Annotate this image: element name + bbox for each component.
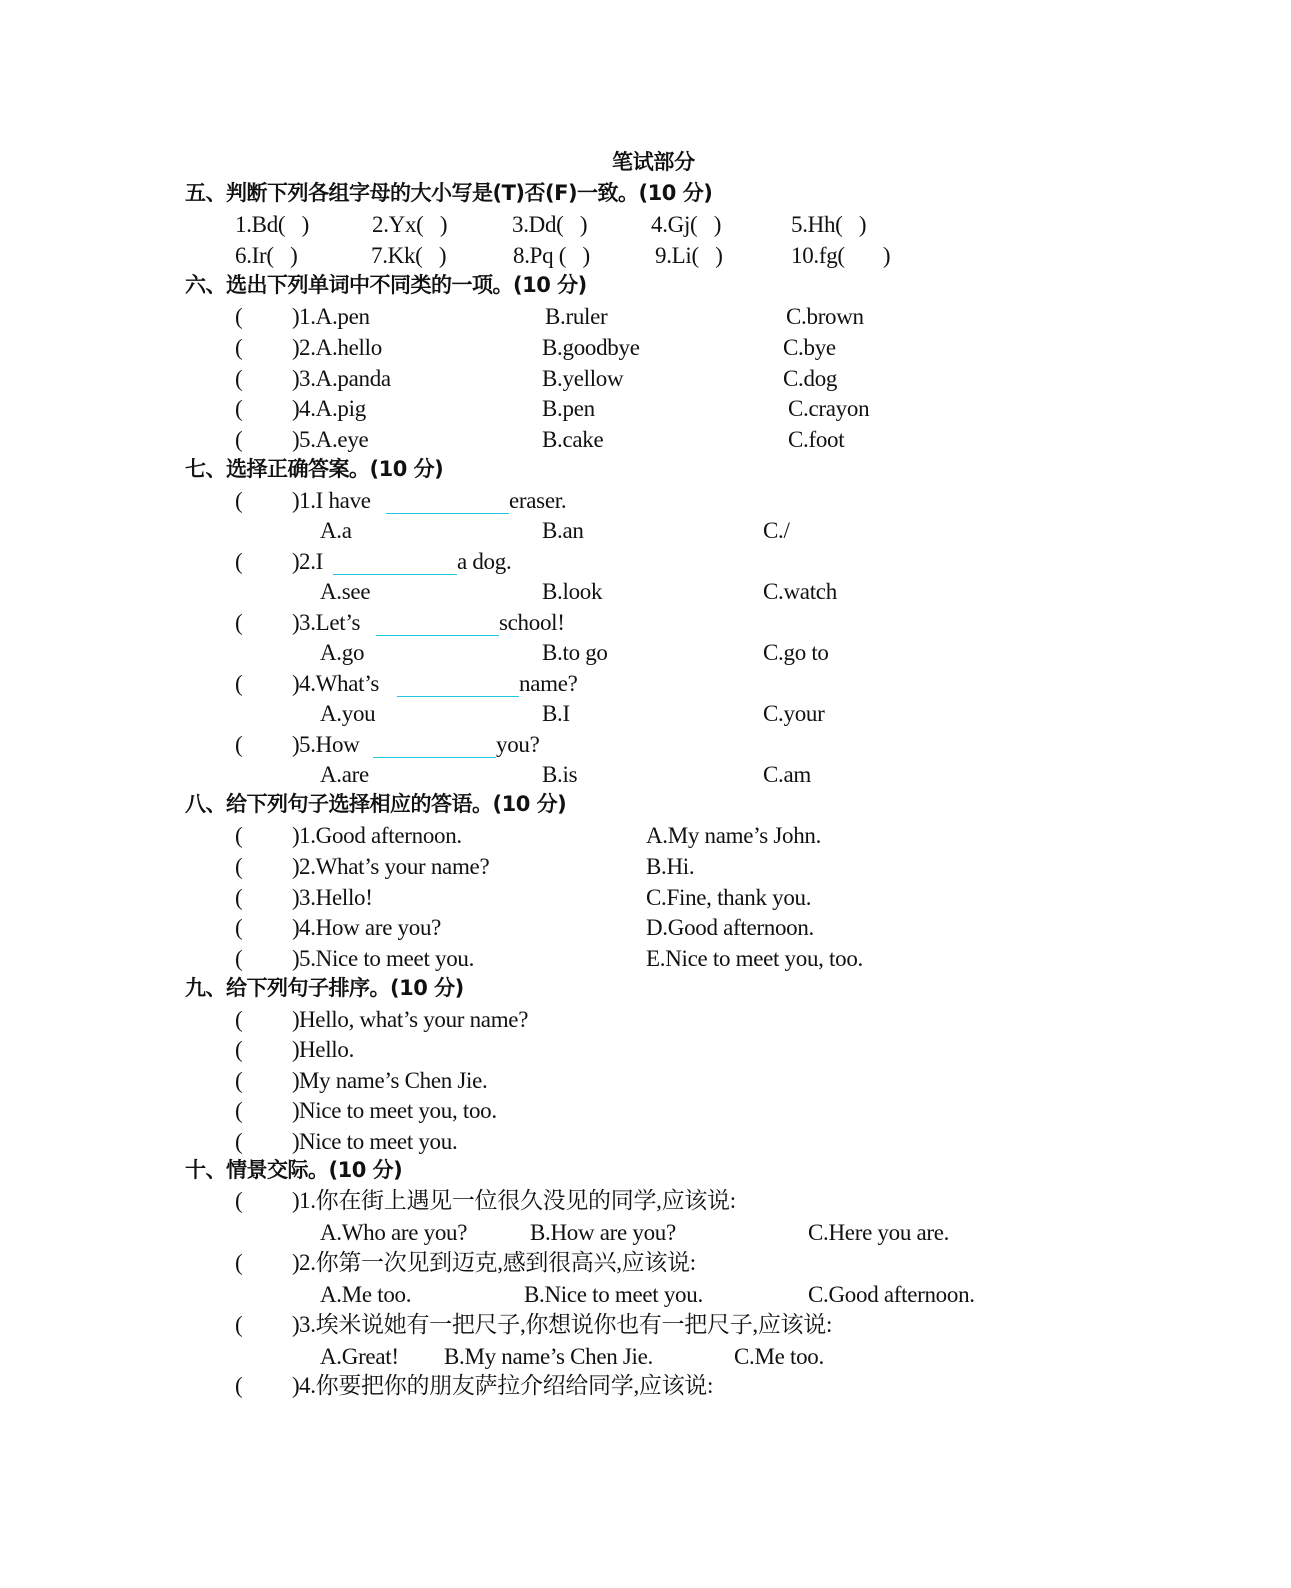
option-c: C.foot [788,427,845,452]
section-heading: 九、给下列句子排序。(10 分) [185,976,464,1000]
answer-paren-close: ) [292,1373,300,1398]
answer-paren-close: ) [292,1188,300,1213]
option-b: B.goodbye [542,335,640,360]
question-text: 3.A.panda [299,366,391,391]
answer-choice: C.Fine, thank you. [646,885,812,910]
question-text: 3.Hello! [299,885,373,910]
answer-blank[interactable] [376,635,499,636]
option-c: C.crayon [788,396,870,421]
question-text: 4.你要把你的朋友萨拉介绍给同学,应该说: [299,1373,714,1398]
answer-paren-open: ( [235,671,243,696]
option-c: C.dog [783,366,838,391]
answer-paren-open: ( [235,427,243,452]
question-text: school! [499,610,565,635]
answer-paren-open: ( [235,885,243,910]
sentence-text: Nice to meet you. [299,1129,458,1154]
option-a: A.go [320,640,365,665]
answer-paren-close: ) [292,823,300,848]
answer-paren-open: ( [235,823,243,848]
answer-paren-close: ) [292,671,300,696]
question-text: 2.What’s your name? [299,854,490,879]
sentence-text: Hello, what’s your name? [299,1007,529,1032]
section-heading: 五、判断下列各组字母的大小写是(T)否(F)一致。(10 分) [185,181,713,205]
option-a: A.Great! [320,1344,399,1369]
question-text: 2.I [299,549,324,574]
letter-pair-item: 7.Kk( ) [371,243,447,268]
option-c: C.your [763,701,825,726]
question-text: 1.A.pen [299,304,370,329]
option-c: C./ [763,518,790,543]
question-text: 4.A.pig [299,396,366,421]
option-c: C.go to [763,640,829,665]
section-heading: 七、选择正确答案。(10 分) [185,457,444,481]
letter-pair-item: 2.Yx( ) [372,212,448,237]
sentence-text: My name’s Chen Jie. [299,1068,488,1093]
option-b: B.Nice to meet you. [524,1282,703,1307]
answer-paren-open: ( [235,915,243,940]
option-b: B.to go [542,640,608,665]
option-c: C.Here you are. [808,1220,950,1245]
answer-paren-open: ( [235,488,243,513]
answer-blank[interactable] [397,696,519,697]
answer-paren-close: ) [292,1250,300,1275]
option-c: C.bye [783,335,836,360]
answer-paren-open: ( [235,335,243,360]
question-text: 4.What’s [299,671,379,696]
answer-paren-close: ) [292,549,300,574]
option-b: B.is [542,762,578,787]
question-text: 5.Nice to meet you. [299,946,475,971]
answer-paren-open: ( [235,1129,243,1154]
answer-paren-open: ( [235,1250,243,1275]
option-a: A.see [320,579,371,604]
letter-pair-item: 4.Gj( ) [651,212,722,237]
answer-paren-close: ) [292,304,300,329]
option-a: A.a [320,518,352,543]
option-b: B.ruler [545,304,608,329]
option-a: A.you [320,701,376,726]
answer-paren-open: ( [235,396,243,421]
option-c: C.brown [786,304,864,329]
answer-paren-close: ) [292,1312,300,1337]
section-heading: 十、情景交际。(10 分) [185,1158,403,1182]
letter-pair-item: 1.Bd( ) [235,212,309,237]
answer-blank[interactable] [333,574,457,575]
question-text: 4.How are you? [299,915,442,940]
section-heading: 八、给下列句子选择相应的答语。(10 分) [185,792,567,816]
section-heading: 六、选出下列单词中不同类的一项。(10 分) [185,273,587,297]
question-text: 2.A.hello [299,335,382,360]
option-b: B.pen [542,396,595,421]
answer-choice: D.Good afternoon. [646,915,814,940]
answer-paren-open: ( [235,1037,243,1062]
question-text: 1.Good afternoon. [299,823,462,848]
option-a: A.are [320,762,369,787]
answer-paren-close: ) [292,396,300,421]
answer-paren-close: ) [292,915,300,940]
option-a: A.Who are you? [320,1220,468,1245]
answer-paren-close: ) [292,1098,300,1123]
question-text: a dog. [457,549,512,574]
answer-paren-close: ) [292,335,300,360]
answer-paren-open: ( [235,1007,243,1032]
answer-blank[interactable] [386,513,509,514]
option-b: B.look [542,579,603,604]
option-b: B.cake [542,427,604,452]
answer-paren-close: ) [292,885,300,910]
answer-blank[interactable] [373,757,496,758]
question-text: 1.你在街上遇见一位很久没见的同学,应该说: [299,1188,736,1213]
letter-pair-item: 5.Hh( ) [791,212,867,237]
option-c: C.Me too. [734,1344,824,1369]
answer-paren-close: ) [292,946,300,971]
answer-paren-open: ( [235,1068,243,1093]
answer-paren-close: ) [292,366,300,391]
answer-paren-open: ( [235,304,243,329]
sentence-text: Nice to meet you, too. [299,1098,497,1123]
sentence-text: Hello. [299,1037,355,1062]
answer-paren-open: ( [235,1188,243,1213]
answer-paren-close: ) [292,1037,300,1062]
option-b: B.an [542,518,584,543]
answer-paren-close: ) [292,488,300,513]
option-b: B.yellow [542,366,624,391]
answer-paren-close: ) [292,732,300,757]
question-text: 5.How [299,732,360,757]
option-b: B.I [542,701,570,726]
answer-paren-open: ( [235,854,243,879]
answer-choice: B.Hi. [646,854,695,879]
question-text: 3.Let’s [299,610,361,635]
letter-pair-item: 3.Dd( ) [512,212,588,237]
option-c: C.Good afternoon. [808,1282,975,1307]
question-text: 3.埃米说她有一把尺子,你想说你也有一把尺子,应该说: [299,1312,833,1337]
answer-paren-close: ) [292,610,300,635]
option-b: B.How are you? [530,1220,676,1245]
question-text: you? [496,732,540,757]
question-text: name? [519,671,578,696]
answer-choice: A.My name’s John. [646,823,822,848]
answer-choice: E.Nice to meet you, too. [646,946,863,971]
answer-paren-close: ) [292,1068,300,1093]
answer-paren-open: ( [235,1373,243,1398]
section-title: 笔试部分 [612,150,695,174]
question-text: 5.A.eye [299,427,369,452]
answer-paren-open: ( [235,1098,243,1123]
answer-paren-close: ) [292,427,300,452]
answer-paren-close: ) [292,1007,300,1032]
option-b: B.My name’s Chen Jie. [444,1344,653,1369]
answer-paren-close: ) [292,1129,300,1154]
option-a: A.Me too. [320,1282,412,1307]
question-text: 2.你第一次见到迈克,感到很高兴,应该说: [299,1250,696,1275]
option-c: C.am [763,762,811,787]
answer-paren-open: ( [235,549,243,574]
answer-paren-close: ) [292,854,300,879]
answer-paren-open: ( [235,366,243,391]
letter-pair-item: 8.Pq ( ) [513,243,590,268]
letter-pair-item: 9.Li( ) [655,243,723,268]
letter-pair-item: 10.fg( ) [791,243,891,268]
question-text: 1.I have [299,488,371,513]
answer-paren-open: ( [235,610,243,635]
answer-paren-open: ( [235,732,243,757]
answer-paren-open: ( [235,1312,243,1337]
letter-pair-item: 6.Ir( ) [235,243,298,268]
answer-paren-open: ( [235,946,243,971]
option-c: C.watch [763,579,837,604]
question-text: eraser. [509,488,567,513]
